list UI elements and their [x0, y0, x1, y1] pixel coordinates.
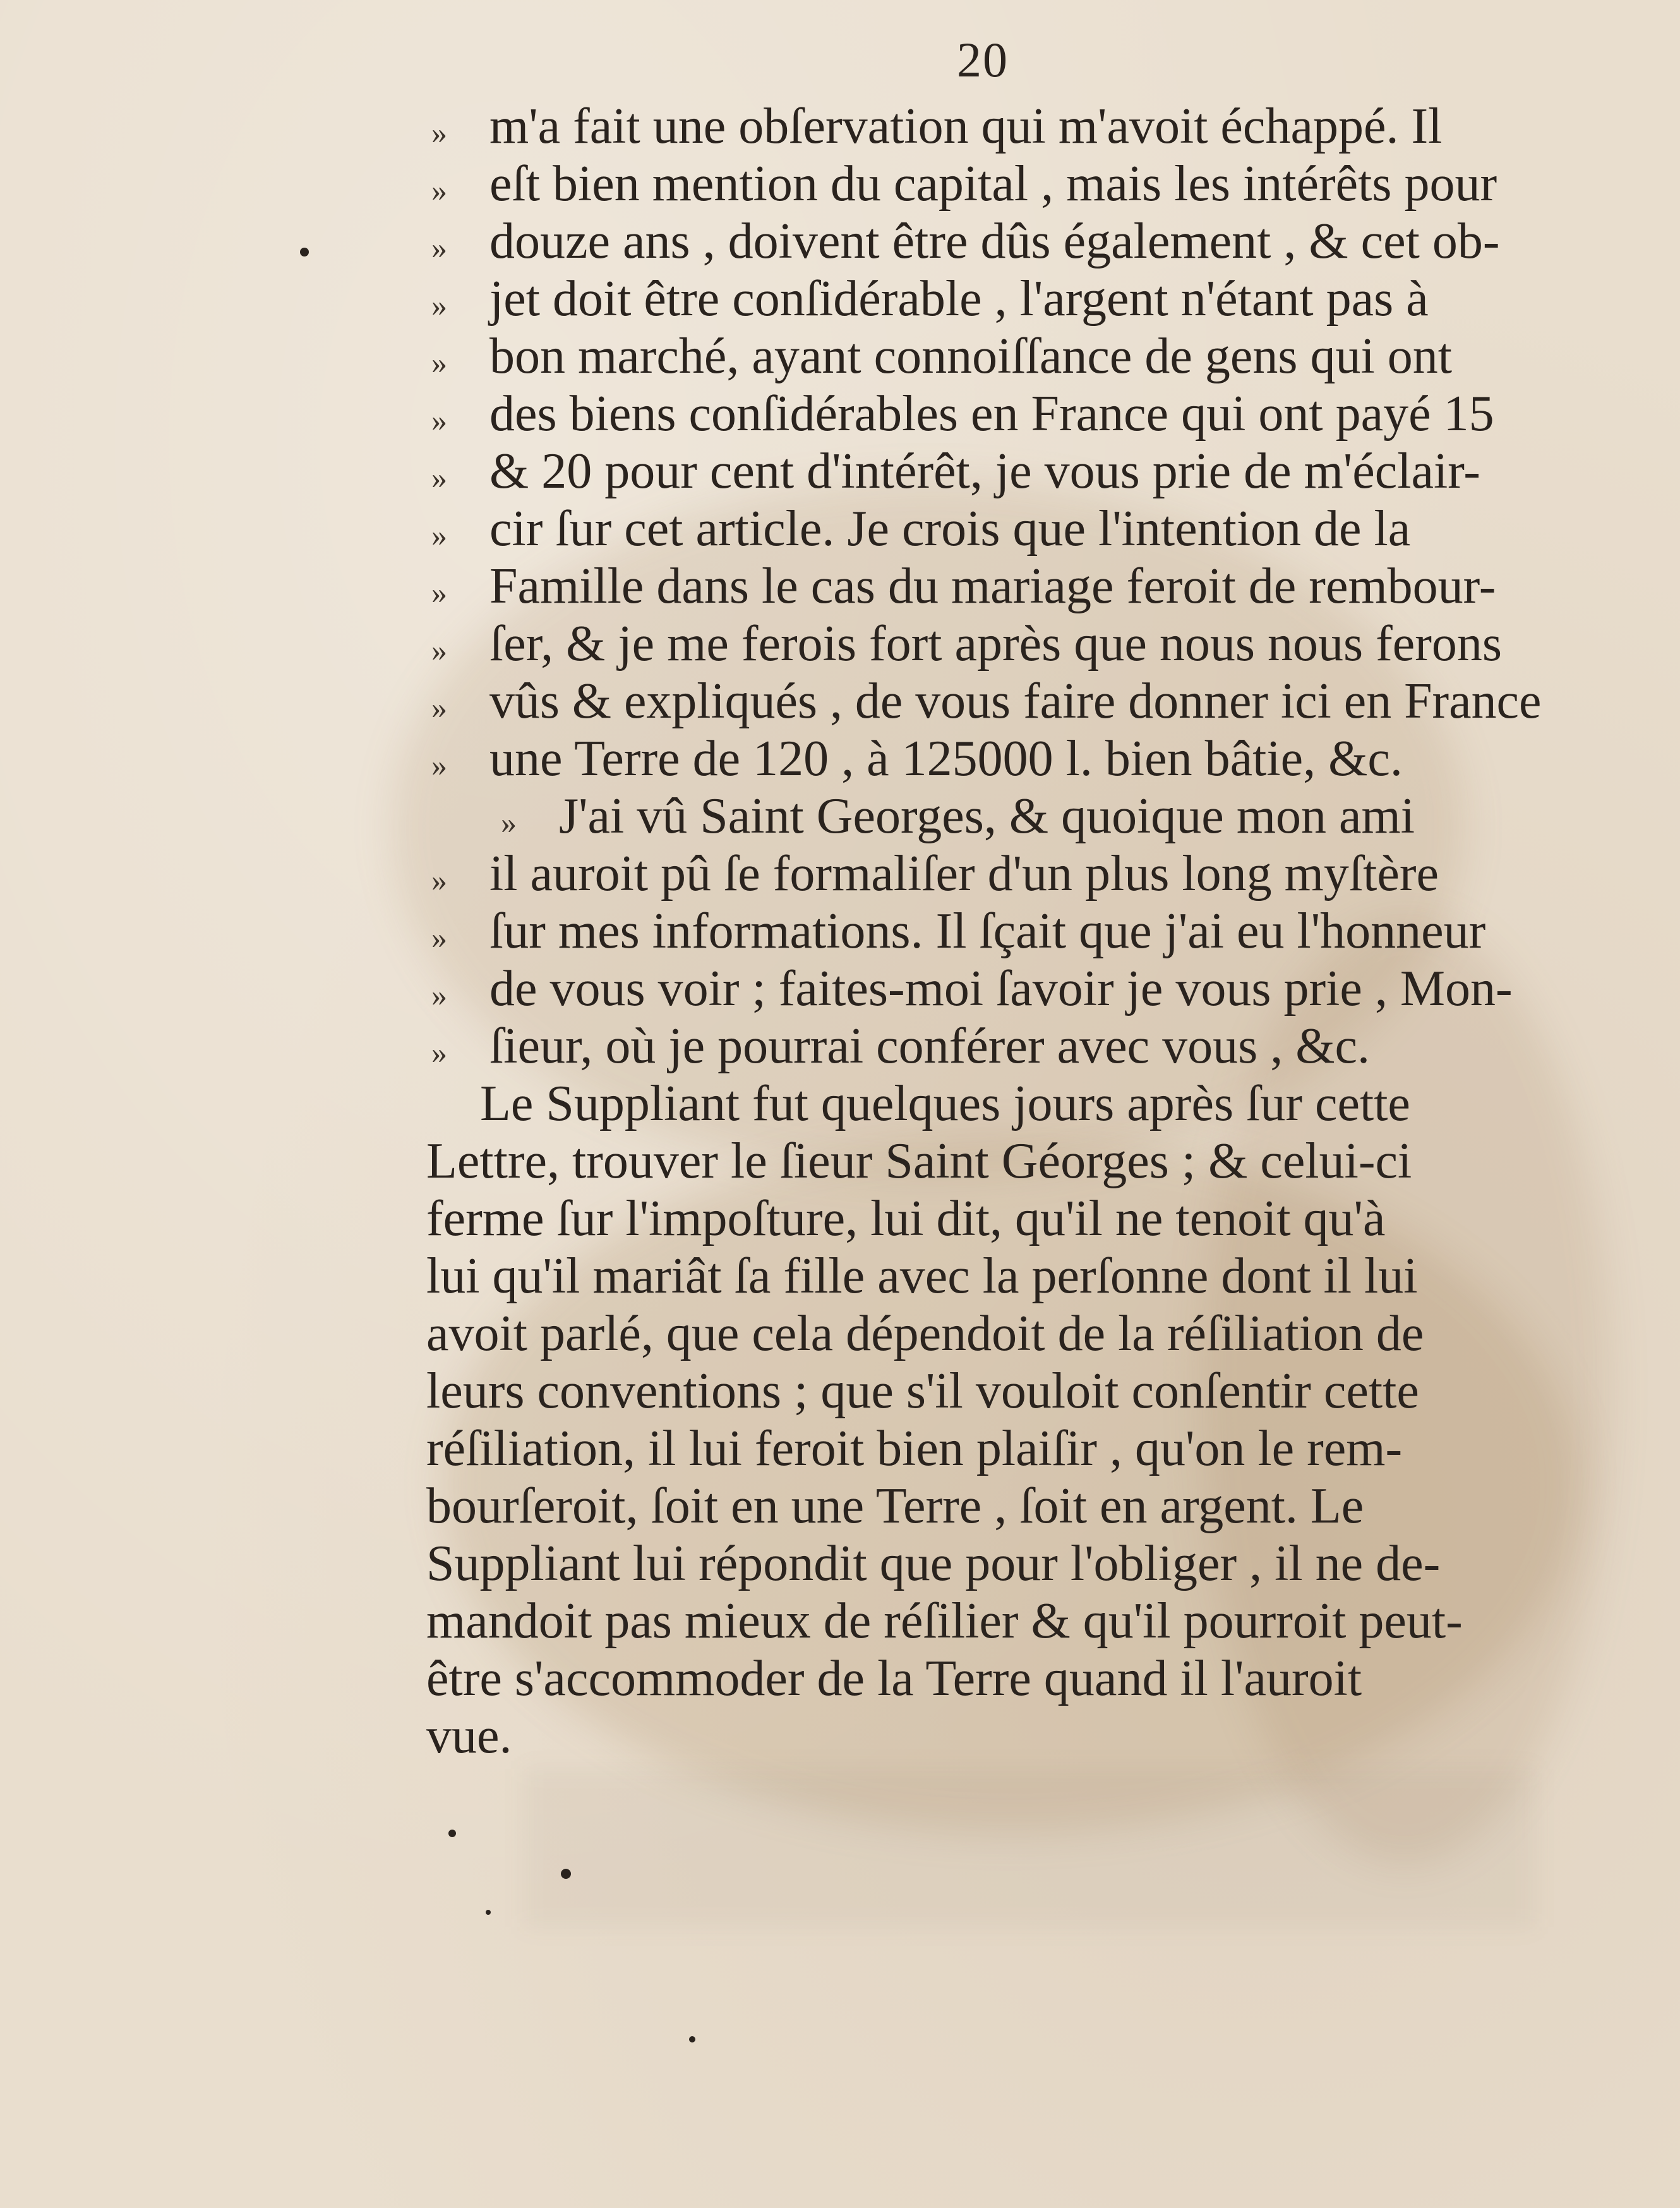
text-line: Suppliant lui répondit que pour l'obliger , il ne de- [426, 1536, 1441, 1591]
quote-mark: » [431, 115, 447, 150]
ink-speck [561, 1869, 571, 1879]
quote-mark: » [431, 575, 447, 610]
show-through-text [524, 1769, 1535, 1927]
text-line: douze ans , doivent être dûs également , & cet ob- [489, 214, 1500, 269]
ink-speck [300, 248, 309, 256]
quote-mark: » [431, 862, 447, 898]
quote-mark: » [431, 460, 447, 495]
quote-mark: » [431, 172, 447, 208]
text-line: des biens conſidérables en France qui ont payé 15 [489, 386, 1494, 442]
quote-mark: » [431, 517, 447, 553]
text-line: ſer, & je me ferois fort après que nous nous ferons [489, 616, 1503, 672]
text-line: il auroit pû ſe formaliſer d'un plus long myſtère [489, 846, 1439, 902]
quote-mark: » [431, 402, 447, 438]
ink-speck [689, 2036, 695, 2042]
text-line: une Terre de 120 , à 125000 l. bien bâtie, &c. [489, 731, 1403, 787]
text-line: leurs conventions ; que s'il vouloit conſentir cette [426, 1363, 1419, 1419]
text-line: ferme ſur l'impoſture, lui dit, qu'il ne tenoit qu'à [426, 1191, 1386, 1246]
quote-mark: » [431, 345, 447, 380]
quote-mark: » [431, 977, 447, 1013]
text-line: cir ſur cet article. Je crois que l'intention de la [489, 501, 1411, 557]
text-line: de vous voir ; faites-moi ſavoir je vous prie , Mon- [489, 961, 1513, 1017]
quote-mark: » [501, 805, 517, 840]
quote-mark: » [431, 920, 447, 955]
text-line: J'ai vû Saint Georges, & quoique mon ami [559, 788, 1415, 844]
text-line: Famille dans le cas du mariage feroit de rembour- [489, 558, 1496, 614]
text-line: vue. [426, 1708, 512, 1764]
quote-mark: » [431, 230, 447, 265]
text-line: avoit parlé, que cela dépendoit de la réſiliation de [426, 1306, 1424, 1361]
text-line: eſt bien mention du capital , mais les intérêts pour [489, 156, 1497, 212]
text-line: réſiliation, il lui feroit bien plaiſir , qu'on le rem- [426, 1421, 1403, 1476]
quote-mark: » [431, 747, 447, 783]
text-line: ſieur, où je pourrai conférer avec vous , &c. [489, 1018, 1370, 1074]
quote-mark: » [431, 632, 447, 668]
quote-mark: » [431, 1035, 447, 1070]
ink-speck [448, 1830, 456, 1837]
text-line: bourſeroit, ſoit en une Terre , ſoit en argent. Le [426, 1478, 1364, 1534]
text-line: être s'accommoder de la Terre quand il l'auroit [426, 1651, 1362, 1706]
ink-speck [486, 1910, 491, 1915]
text-line: Lettre, trouver le ſieur Saint Géorges ; & celui-ci [426, 1133, 1412, 1189]
text-line: jet doit être conſidérable , l'argent n'étant pas à [489, 271, 1429, 327]
page-number: 20 [957, 32, 1009, 87]
text-line: lui qu'il mariât ſa fille avec la perſonne dont il lui [426, 1248, 1418, 1304]
text-line: bon marché, ayant connoiſſance de gens qui ont [489, 329, 1452, 384]
text-line: Le Suppliant fut quelques jours après ſur cette [480, 1076, 1410, 1131]
quote-mark: » [431, 287, 447, 323]
quote-mark: » [431, 690, 447, 725]
text-line: vûs & expliqués , de vous faire donner ici en France [489, 673, 1542, 729]
text-line: & 20 pour cent d'intérêt, je vous prie de m'éclair- [489, 443, 1480, 499]
text-line: mandoit pas mieux de réſilier & qu'il pourroit peut- [426, 1593, 1463, 1649]
text-line: ſur mes informations. Il ſçait que j'ai eu l'honneur [489, 903, 1486, 959]
text-line: m'a fait une obſervation qui m'avoit échappé. Il [489, 99, 1443, 154]
